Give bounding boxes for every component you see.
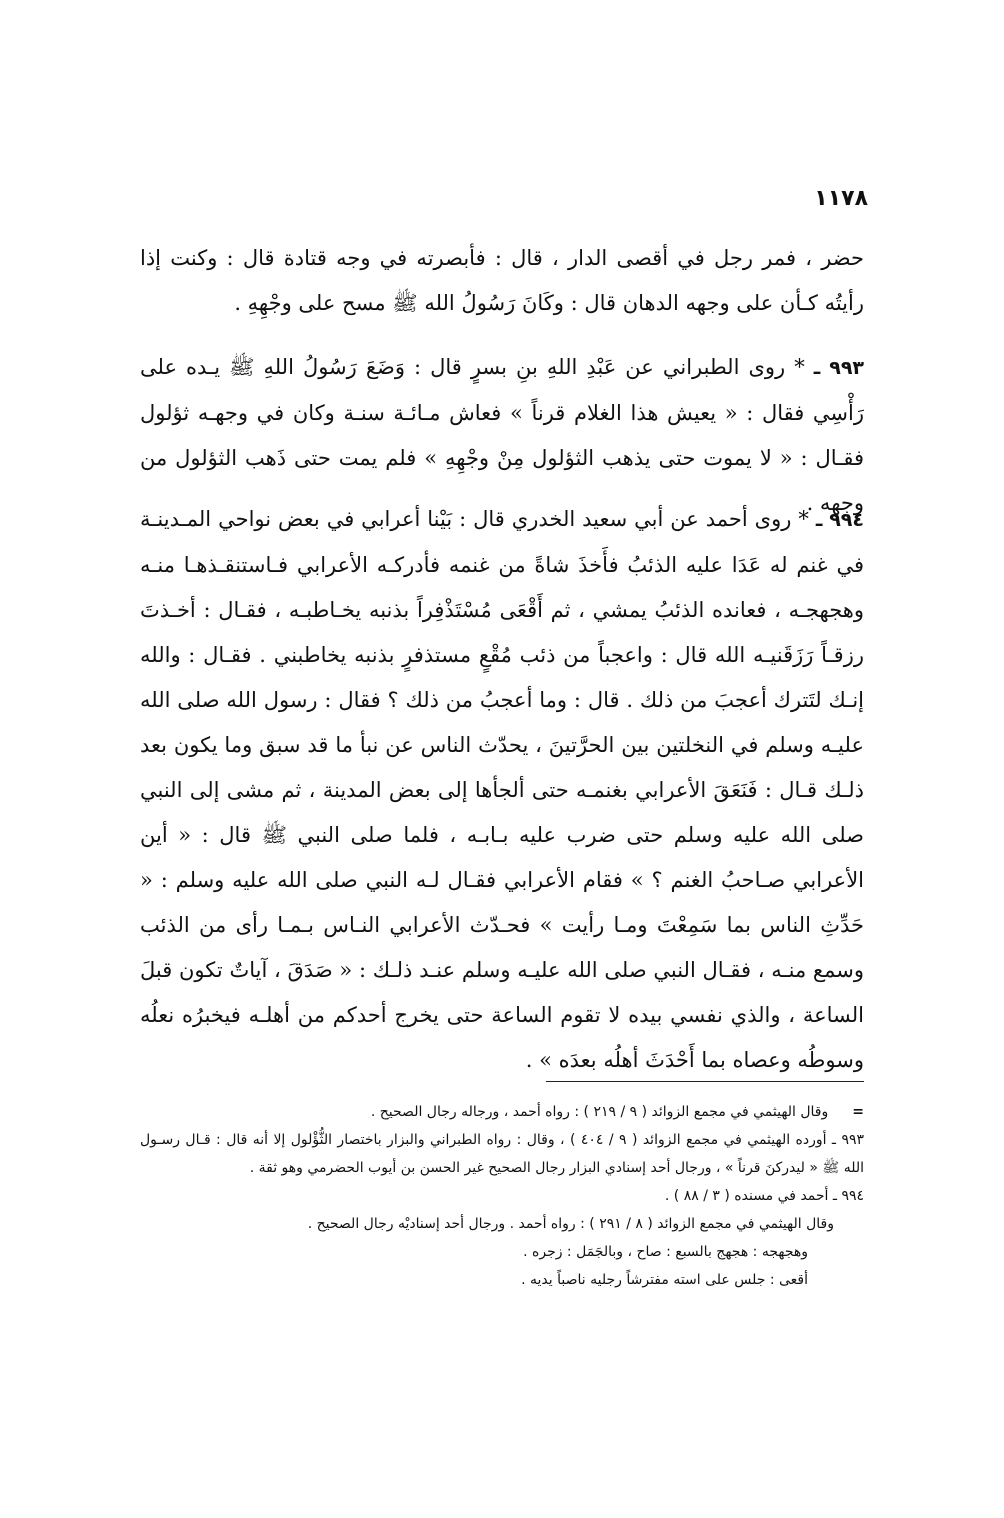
footnote-993: ٩٩٣ ـ أورده الهيثمي في مجمع الزوائد ( ٩ / ٤٠٤ ) ، وقال : رواه الطبراني والبزار باختصار الثُّؤْلول إلا أنه قال : قـال رسـول الله ﷺ « ليدركنَ قرناً » ، ورجال أحد إسنادي البزار رجال الصحيح غير الحسن بن أيوب الحضرمي وهو ثقة . <box>140 1132 865 1176</box>
footnote-994-haythami: وقال الهيثمي في مجمع الزوائد ( ٨ / ٢٩١ ) : رواه أحمد . ورجال أحد إسناديْه رجال الصحيح . <box>307 1216 834 1232</box>
hadith-994 <box>140 497 864 1083</box>
hadith-994-number: ٩٩٤ ـ <box>815 509 864 531</box>
continuation-marker: = <box>852 1104 864 1120</box>
hadith-993-number: ٩٩٣ ـ <box>813 357 865 379</box>
hadith-994-paragraph <box>140 497 864 1083</box>
continued-paragraph <box>140 236 864 326</box>
gloss-hajhaja: وهجهجه : هجهج بالسبع : صاح ، وبالجَمَل : زجره . <box>523 1244 808 1260</box>
footnotes <box>140 1098 864 1294</box>
footnote-continuation <box>140 1098 864 1126</box>
footnote-separator <box>546 1081 864 1082</box>
hadith-993-text: * روى الطبراني عن عَبْدِ اللهِ بنِ بسرٍ قال : وَضَعَ رَسُولُ اللهِ ﷺ يـده على رَأْسِي فقال : « يعيش هذا الغلام قرناً » فعاش مـائـة سنـة وكان في وجهـه ثؤلول فقـال : « لا يموت حتى يذهب الثؤلول مِنْ وجْهِهِ » فلم يمت حتى ذَهب الثؤلول من وجهه . <box>140 355 864 515</box>
page-number: ١١٧٨ <box>814 186 868 211</box>
hadith-994-text: * روى أحمد عن أبي سعيد الخدري قال : بَيْنا أعرابي في بعض نواحي المـدينـة في غنم له عَدَا عليه الذئبُ فأَخذَ شاةً من غنمه فأدركـه الأعرابي فـاستنقـذهـا منـه وهجهجـه ، فعانده الذئبُ يمشي ، ثم أَقْعَى مُسْتَذْفِراً بذنبه يخـاطبـه ، فقـال : أخـذتَ رزقـاً رَزَقَنيـه الله قال : واعجباً من ذئب مُقْعٍ مستذفرٍ بذنبه يخاطبني . فقـال : والله إنـك لتَترك أعجبَ من ذلك . قال : وما أعجبُ من ذلك ؟ فقال : رسول الله صلى الله عليـه وسلم في النخلتين بين الحرَّتينَ ، يحدّث الناس عن نبأ ما قد سبق وما يكون بعد ذلـك قـال : فَنَعَقَ الأعرابي بغنمـه حتى ألجأها إلى بعض المدينة ، ثم مشى إلى النبي صلى الله عليه وسلم حتى ضرب عليه بـابـه ، فلما صلى النبي ﷺ قال : « أين الأعرابي صـاحبُ الغنم ؟ » فقام الأعرابي فقـال لـه النبي صلى الله عليه وسلم : « حَدِّثِ الناس بما سَمِعْتَ ومـا رأيت » فحـدّث الأعرابي النـاس بـمـا رأى من الذئب وسمع منـه ، فقـال النبي صلى الله عليـه وسلم عنـد ذلـك : « صَدَقَ ، آياتٌ تكون قبلَ الساعة ، والذي نفسي بيده لا تقوم الساعة حتى يخرج أحدكم من أهلـه فيخبرُه نعلُه وسوطُه وعصاه بما أَحْدَثَ أهلُه بعدَه » . <box>140 507 865 1072</box>
footnote-continuation-text: وقال الهيثمي في مجمع الزوائد ( ٩ / ٢١٩ ) : رواه أحمد ، ورجاله رجال الصحيح . <box>370 1104 829 1120</box>
gloss-aqa: أقعى : جلس على استه مفترشاً رجليه ناصباً يديه . <box>521 1272 808 1288</box>
continued-paragraph-text: حضر ، فمر رجل في أقصى الدار ، قال : فأبصرته في وجه قتادة قال : وكنت إذا رأيتُه كـأن على وجهه الدهان قال : وكَانَ رَسُولُ الله ﷺ مسح على وجْهِهِ . <box>140 246 864 315</box>
footnote-994-source: ٩٩٤ ـ أحمد في مسنده ( ٣ / ٨٨ ) . <box>664 1188 864 1204</box>
